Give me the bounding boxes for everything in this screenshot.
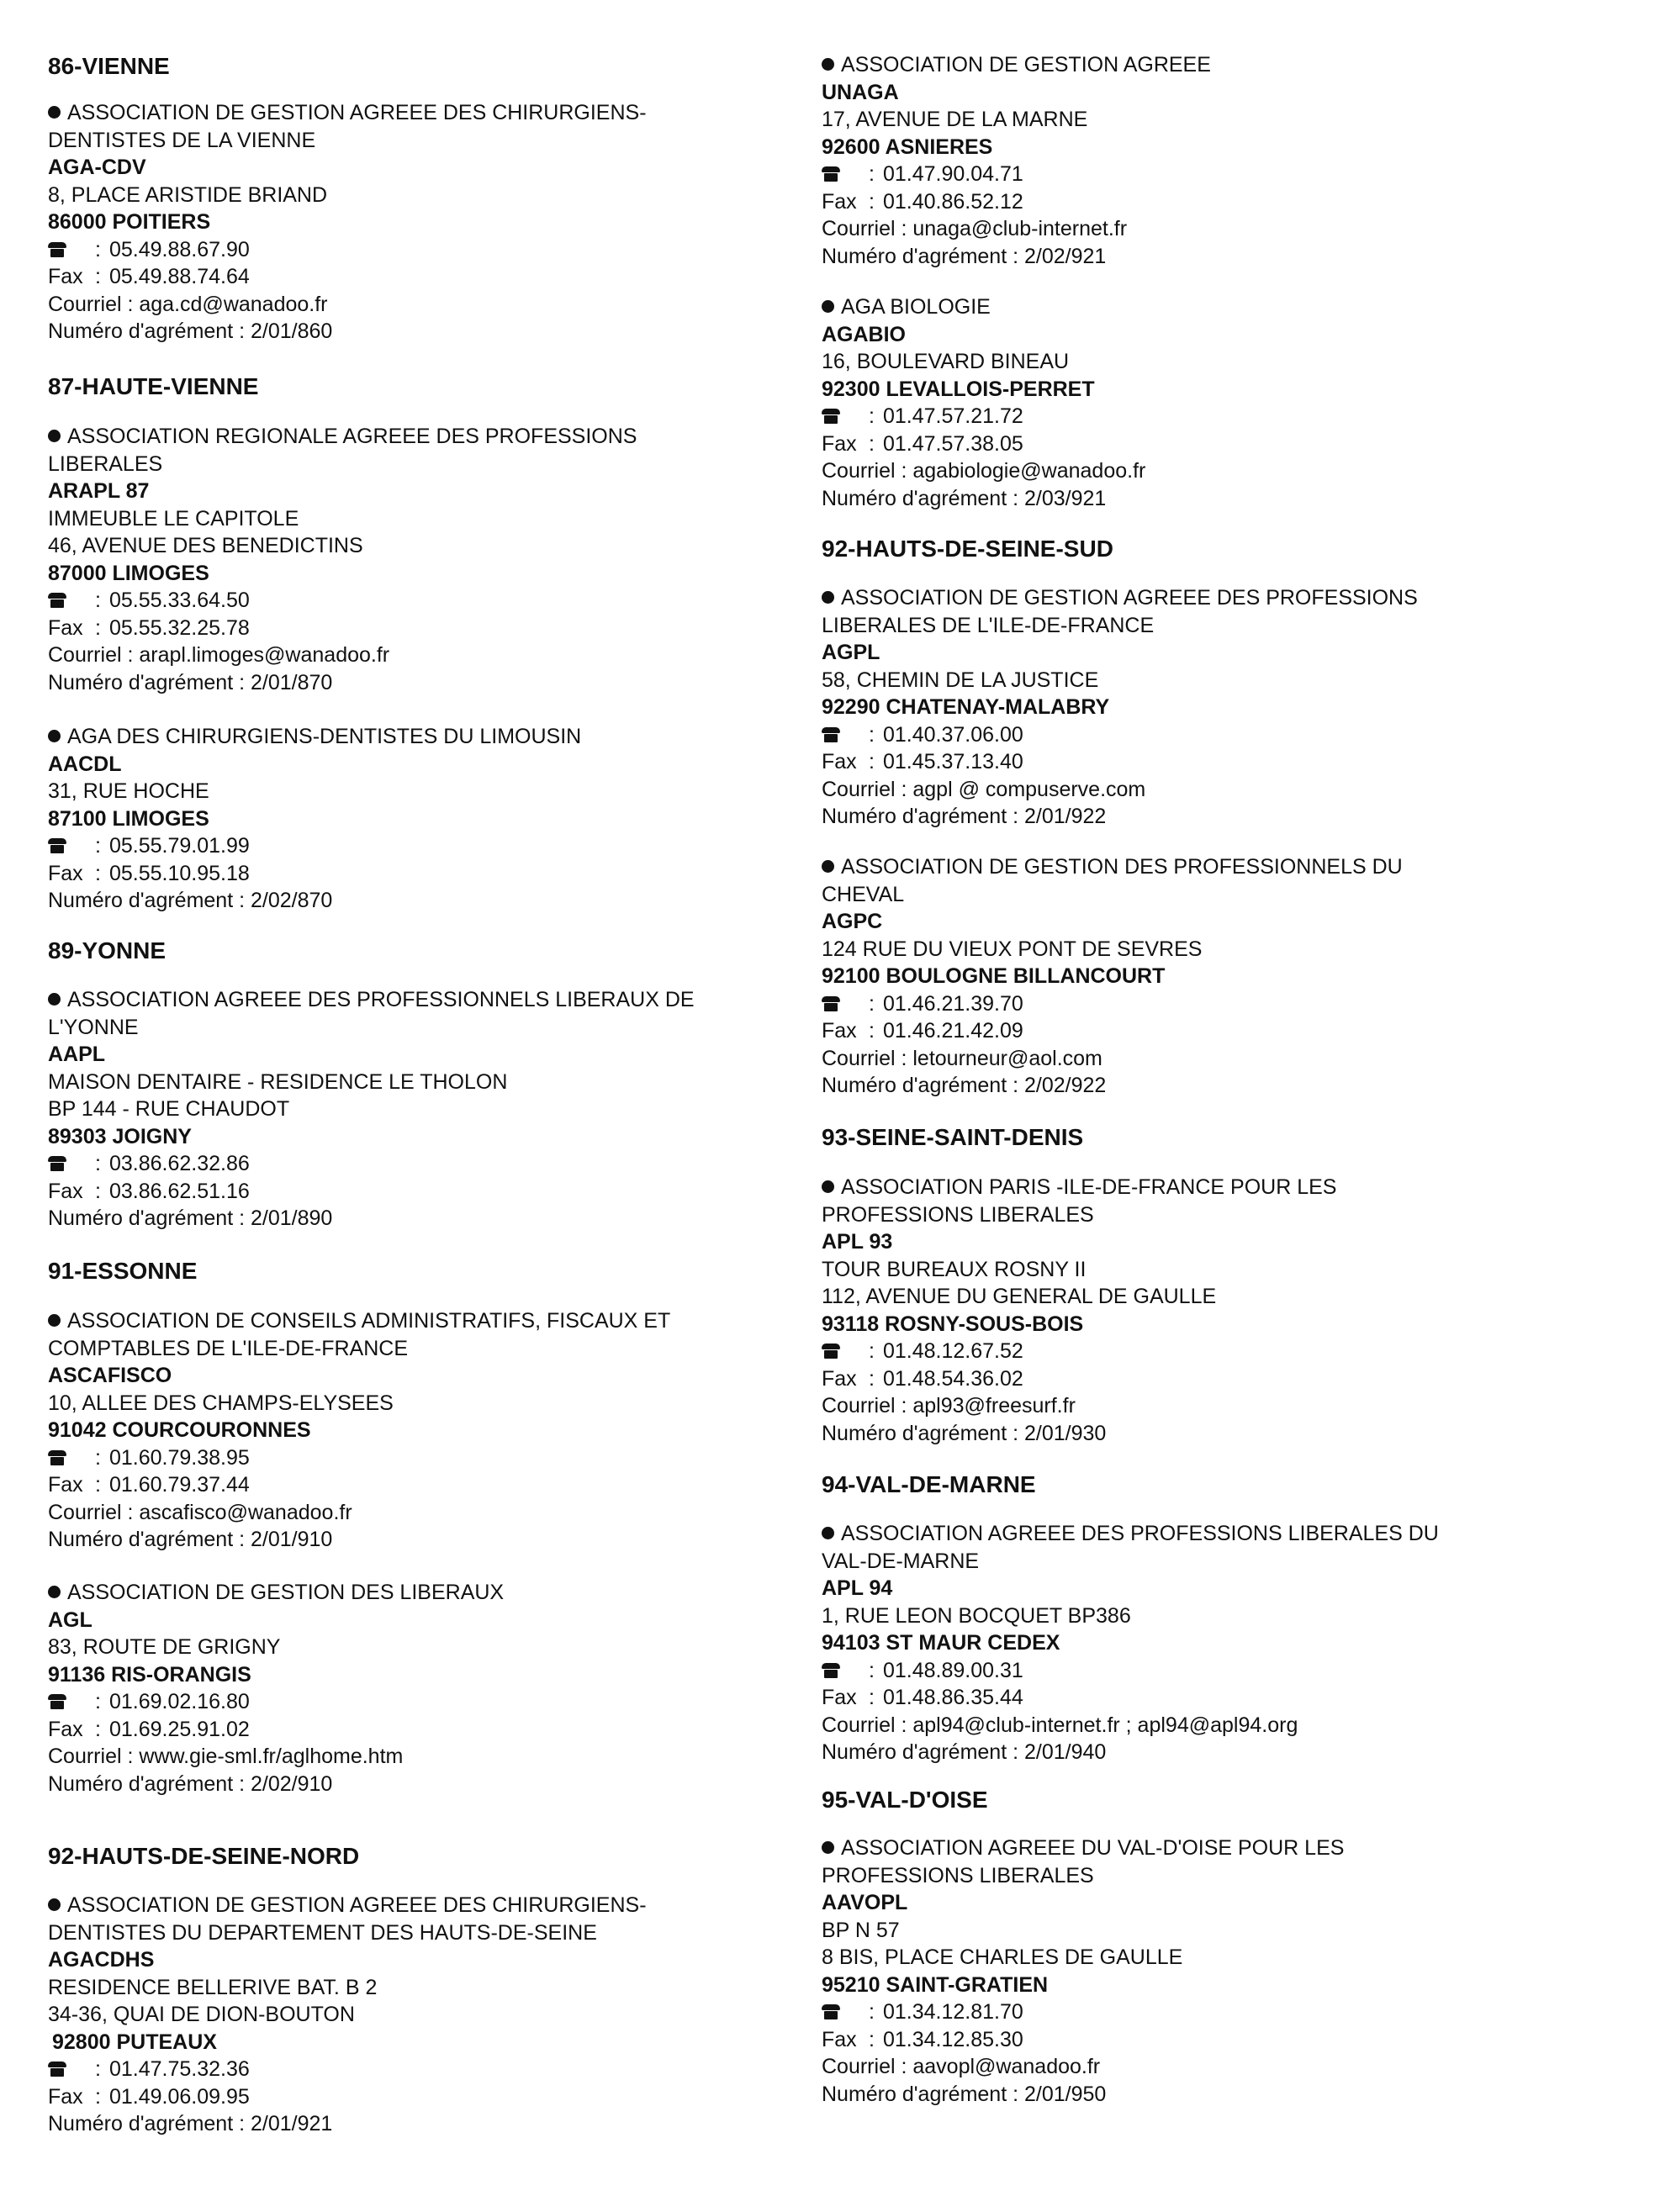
fax-number: 01.48.54.36.02 [882, 1366, 1023, 1391]
phone-number: 01.46.21.39.70 [882, 991, 1023, 1016]
phone-number: 03.86.62.32.86 [108, 1152, 250, 1175]
email-address: aavopl@wanadoo.fr [912, 2055, 1101, 2078]
phone-number: 05.55.79.01.99 [108, 834, 250, 858]
address-line: 1, RUE LEON BOCQUET BP386 [822, 1603, 1131, 1628]
association-name-cont: DENTISTES DE LA VIENNE [48, 128, 316, 152]
phone-number: 01.48.89.00.31 [882, 1658, 1023, 1682]
email-label: Courriel : [48, 1745, 134, 1768]
association-name: ASSOCIATION DE GESTION AGREEE DES CHIRURGIENS- [67, 101, 647, 124]
postal-city: 87000 LIMOGES [48, 561, 209, 585]
agrement-number: 2/01/921 [251, 2112, 333, 2135]
association-entry: ASSOCIATION DE GESTION AGREEE DES CHIRURGIENS- DENTISTES DU DEPARTEMENT DES HAUTS-DE-SEINE AGACDHS RESIDENCE BELLERIVE BAT. B 2 34-36, QUAI DE DION-BOUTON 92800 PUTEAUX : 01.47.75.32.36 Fax : 01.49.06.09.95 Numéro d'agrément : 2/01/921 [48, 1892, 788, 2138]
telephone-icon [822, 2004, 840, 2019]
association-name: ASSOCIATION AGREEE DES PROFESSIONS LIBERALES DU [841, 1522, 1439, 1545]
association-entry: ASSOCIATION DE GESTION AGREEE UNAGA 17, AVENUE DE LA MARNE 92600 ASNIERES : 01.47.90.04.71 Fax : 01.40.86.52.12 Courriel : unaga@club-internet.fr Numéro d'agrément : 2/02/921 [822, 51, 1578, 270]
postal-city: 89303 JOIGNY [48, 1124, 192, 1148]
section-title: 86-VIENNE [48, 53, 170, 79]
phone-number: 01.34.12.81.70 [882, 2000, 1023, 2024]
association-name: ASSOCIATION AGREEE DES PROFESSIONNELS LIBERAUX DE [67, 988, 695, 1011]
phone-number: 05.55.33.64.50 [108, 589, 250, 612]
association-name: AGA BIOLOGIE [841, 295, 991, 319]
association-acronym: AAVOPL [822, 1891, 908, 1914]
email-label: Courriel : [822, 1394, 907, 1417]
association-acronym: AGPC [822, 910, 883, 933]
association-name-cont: PROFESSIONS LIBERALES [822, 1202, 1094, 1227]
association-name: ASSOCIATION DE CONSEILS ADMINISTRATIFS, FISCAUX ET [67, 1309, 671, 1333]
address-line: 17, AVENUE DE LA MARNE [822, 108, 1088, 131]
bullet-icon [48, 106, 61, 119]
section-title: 92-HAUTS-DE-SEINE-SUD [822, 536, 1113, 562]
postal-city: 91136 RIS-ORANGIS [48, 1662, 251, 1687]
agrement-number: 2/01/922 [1024, 805, 1107, 828]
phone-number: 01.69.02.16.80 [108, 1690, 250, 1713]
agrement-label: Numéro d'agrément : [822, 2082, 1019, 2106]
address-line: RESIDENCE BELLERIVE BAT. B 2 [48, 1975, 378, 1999]
association-entry: ASSOCIATION DE GESTION DES PROFESSIONNELS DU CHEVAL AGPC 124 RUE DU VIEUX PONT DE SEVRES 92100 BOULOGNE BILLANCOURT : 01.46.21.39.70 Fax : 01.46.21.42.09 Courriel : letourneur@aol.com Numéro d'agrément : 2/02/922 [822, 853, 1578, 1100]
postal-city: 94103 ST MAUR CEDEX [822, 1631, 1060, 1655]
bullet-icon [822, 1841, 834, 1854]
association-name: AGA DES CHIRURGIENS-DENTISTES DU LIMOUSIN [67, 725, 582, 748]
section-title: 91-ESSONNE [48, 1258, 198, 1284]
fax-number: 01.46.21.42.09 [882, 1019, 1023, 1043]
telephone-icon [822, 409, 840, 424]
phone-number: 01.60.79.38.95 [108, 1445, 250, 1470]
association-entry: ASSOCIATION REGIONALE AGREEE DES PROFESSIONS LIBERALES ARAPL 87 IMMEUBLE LE CAPITOLE 46, AVENUE DES BENEDICTINS 87000 LIMOGES : 05.55.33.64.50 Fax : 05.55.32.25.78 Courriel : arapl.limoges@wanadoo.fr Numéro d'agrément : 2/01/870 [48, 423, 788, 696]
telephone-icon [822, 1663, 840, 1678]
fax-number: 01.60.79.37.44 [108, 1473, 250, 1497]
telephone-icon [822, 1344, 840, 1359]
bullet-icon [48, 1898, 61, 1911]
agrement-label: Numéro d'agrément : [48, 1528, 246, 1551]
association-acronym: AACDL [48, 752, 122, 776]
association-name: ASSOCIATION DE GESTION AGREEE [841, 53, 1211, 77]
postal-city: 86000 POITIERS [48, 210, 211, 234]
fax-label: Fax [48, 1717, 83, 1741]
address-line: TOUR BUREAUX ROSNY II [822, 1257, 1087, 1281]
association-name: ASSOCIATION PARIS -ILE-DE-FRANCE POUR LES [841, 1175, 1337, 1199]
fax-number: 01.45.37.13.40 [882, 750, 1023, 773]
address-line: 34-36, QUAI DE DION-BOUTON [48, 2003, 355, 2026]
association-entry: ASSOCIATION AGREEE DES PROFESSIONNELS LIBERAUX DE L'YONNE AAPL MAISON DENTAIRE - RESIDENCE LE THOLON BP 144 - RUE CHAUDOT 89303 JOIGNY : 03.86.62.32.86 Fax : 03.86.62.51.16 Numéro d'agrément : 2/01/890 [48, 986, 788, 1233]
association-acronym: AGL [48, 1608, 93, 1632]
fax-label: Fax [48, 1473, 83, 1497]
telephone-icon [48, 593, 66, 608]
email-address: agpl @ compuserve.com [912, 777, 1146, 801]
bullet-icon [48, 1314, 61, 1327]
association-acronym: AAPL [48, 1043, 106, 1066]
association-name-cont: LIBERALES DE L'ILE-DE-FRANCE [822, 613, 1155, 637]
fax-label: Fax [822, 2027, 857, 2051]
bullet-icon [822, 591, 834, 604]
email-label: Courriel : [822, 459, 907, 483]
association-name-cont: PROFESSIONS LIBERALES [822, 1863, 1094, 1887]
association-acronym: AGABIO [822, 322, 906, 346]
bullet-icon [822, 1527, 834, 1539]
address-line: MAISON DENTAIRE - RESIDENCE LE THOLON [48, 1069, 508, 1094]
address-line: IMMEUBLE LE CAPITOLE [48, 506, 299, 531]
email-address: apl93@freesurf.fr [912, 1394, 1076, 1417]
email-label: Courriel : [822, 1713, 907, 1737]
phone-number: 05.49.88.67.90 [108, 237, 250, 261]
email-address: unaga@club-internet.fr [912, 217, 1128, 240]
association-entry: ASSOCIATION DE GESTION AGREEE DES PROFESSIONS LIBERALES DE L'ILE-DE-FRANCE AGPL 58, CHEMIN DE LA JUSTICE 92290 CHATENAY-MALABRY : 01.40.37.06.00 Fax : 01.45.37.13.40 Courriel : agpl @ compuserve.com Numéro d'agrément : 2/01/922 [822, 584, 1578, 831]
association-entry: ASSOCIATION AGREEE DU VAL-D'OISE POUR LES PROFESSIONS LIBERALES AAVOPL BP N 57 8 BIS, PLACE CHARLES DE GAULLE 95210 SAINT-GRATIEN : 01.34.12.81.70 Fax : 01.34.12.85.30 Courriel : aavopl@wanadoo.fr Numéro d'agrément : 2/01/950 [822, 1835, 1578, 2108]
postal-city: 92100 BOULOGNE BILLANCOURT [822, 964, 1166, 988]
postal-city: 87100 LIMOGES [48, 806, 209, 831]
agrement-label: Numéro d'agrément : [48, 319, 246, 343]
email-label: Courriel : [48, 643, 134, 667]
email-label: Courriel : [48, 292, 134, 316]
address-line: 10, ALLEE DES CHAMPS-ELYSEES [48, 1391, 394, 1415]
agrement-number: 2/02/910 [251, 1771, 333, 1796]
telephone-icon [48, 242, 66, 257]
email-address: www.gie-sml.fr/aglhome.htm [139, 1745, 404, 1768]
section-title: 89-YONNE [48, 937, 167, 963]
fax-label: Fax [48, 265, 83, 288]
postal-city: 91042 COURCOURONNES [48, 1418, 311, 1442]
agrement-number: 2/01/930 [1024, 1421, 1107, 1445]
agrement-number: 2/01/910 [251, 1528, 333, 1551]
agrement-label: Numéro d'agrément : [48, 889, 246, 912]
agrement-label: Numéro d'agrément : [48, 1206, 246, 1230]
bullet-icon [48, 730, 61, 742]
fax-label: Fax [48, 1179, 83, 1203]
section-title: 87-HAUTE-VIENNE [48, 373, 259, 399]
bullet-icon [48, 1586, 61, 1598]
association-acronym: APL 93 [822, 1230, 893, 1254]
association-name-cont: DENTISTES DU DEPARTEMENT DES HAUTS-DE-SEINE [48, 1920, 597, 1945]
fax-label: Fax [822, 431, 857, 456]
agrement-label: Numéro d'agrément : [48, 670, 246, 694]
address-line: 124 RUE DU VIEUX PONT DE SEVRES [822, 937, 1203, 961]
fax-label: Fax [822, 189, 857, 214]
fax-label: Fax [822, 1019, 857, 1043]
agrement-number: 2/01/950 [1024, 2082, 1107, 2106]
association-entry: ASSOCIATION AGREEE DES PROFESSIONS LIBERALES DU VAL-DE-MARNE APL 94 1, RUE LEON BOCQUET BP386 94103 ST MAUR CEDEX : 01.48.89.00.31 Fax : 01.48.86.35.44 Courriel : apl94@club-internet.fr ; apl94@apl94.org Numéro d'agrément : 2/01/940 [822, 1520, 1578, 1766]
association-name: ASSOCIATION DE GESTION AGREEE DES CHIRURGIENS- [67, 1893, 647, 1917]
association-acronym: AGA-CDV [48, 156, 146, 179]
association-name-cont: CHEVAL [822, 882, 905, 906]
phone-number: 01.40.37.06.00 [882, 722, 1023, 747]
fax-number: 01.48.86.35.44 [882, 1686, 1023, 1709]
address-line: 83, ROUTE DE GRIGNY [48, 1635, 281, 1659]
postal-city: 92800 PUTEAUX [52, 2030, 217, 2054]
telephone-icon [48, 1450, 66, 1465]
association-entry: ASSOCIATION DE CONSEILS ADMINISTRATIFS, FISCAUX ET COMPTABLES DE L'ILE-DE-FRANCE ASCAFISCO 10, ALLEE DES CHAMPS-ELYSEES 91042 COURCOURONNES : 01.60.79.38.95 Fax : 01.60.79.37.44 Courriel : ascafisco@wanadoo.fr Numéro d'agrément : 2/01/910 [48, 1307, 788, 1554]
postal-city: 92600 ASNIERES [822, 135, 993, 159]
address-line: 58, CHEMIN DE LA JUSTICE [822, 668, 1099, 692]
section-title: 92-HAUTS-DE-SEINE-NORD [48, 1843, 360, 1869]
bullet-icon [48, 993, 61, 1006]
fax-number: 03.86.62.51.16 [108, 1179, 250, 1203]
telephone-icon [822, 166, 840, 182]
email-address: agabiologie@wanadoo.fr [912, 459, 1146, 483]
telephone-icon [48, 2062, 66, 2077]
association-acronym: ARAPL 87 [48, 479, 150, 503]
phone-number: 01.47.75.32.36 [108, 2057, 250, 2081]
association-entry: AGA BIOLOGIE AGABIO 16, BOULEVARD BINEAU 92300 LEVALLOIS-PERRET : 01.47.57.21.72 Fax : 01.47.57.38.05 Courriel : agabiologie@wanadoo.fr Numéro d'agrément : 2/03/921 [822, 293, 1578, 512]
agrement-label: Numéro d'agrément : [822, 1421, 1019, 1445]
fax-label: Fax [822, 1686, 857, 1709]
fax-label: Fax [822, 750, 857, 773]
agrement-label: Numéro d'agrément : [48, 2112, 246, 2135]
email-label: Courriel : [822, 777, 907, 801]
fax-label: Fax [822, 1366, 857, 1391]
fax-number: 01.47.57.38.05 [882, 431, 1023, 456]
fax-label: Fax [48, 861, 83, 885]
postal-city: 92290 CHATENAY-MALABRY [822, 695, 1110, 719]
fax-number: 05.55.32.25.78 [108, 615, 250, 640]
address-line: BP N 57 [822, 1918, 900, 1942]
telephone-icon [822, 996, 840, 1011]
association-acronym: APL 94 [822, 1576, 893, 1600]
email-address: apl94@club-internet.fr ; apl94@apl94.org [912, 1713, 1298, 1737]
address-line: 31, RUE HOCHE [48, 779, 209, 803]
fax-number: 01.40.86.52.12 [882, 189, 1023, 214]
association-entry: ASSOCIATION DE GESTION DES LIBERAUX AGL 83, ROUTE DE GRIGNY 91136 RIS-ORANGIS : 01.69.02.16.80 Fax : 01.69.25.91.02 Courriel : www.gie-sml.fr/aglhome.htm Numéro d'agrément : 2/02/910 [48, 1579, 788, 1798]
agrement-number: 2/02/922 [1024, 1074, 1107, 1097]
association-acronym: UNAGA [822, 80, 899, 104]
association-name: ASSOCIATION DE GESTION AGREEE DES PROFESSIONS [841, 586, 1418, 610]
fax-number: 01.69.25.91.02 [108, 1717, 250, 1741]
association-name: ASSOCIATION DE GESTION DES LIBERAUX [67, 1581, 505, 1604]
agrement-number: 2/02/870 [251, 889, 333, 912]
association-acronym: ASCAFISCO [48, 1364, 172, 1387]
email-label: Courriel : [822, 1046, 907, 1070]
bullet-icon [48, 430, 61, 442]
telephone-icon [48, 1156, 66, 1171]
association-entry: AGA DES CHIRURGIENS-DENTISTES DU LIMOUSIN AACDL 31, RUE HOCHE 87100 LIMOGES : 05.55.79.01.99 Fax : 05.55.10.95.18 Numéro d'agrément : 2/02/870 [48, 723, 788, 915]
address-line: 46, AVENUE DES BENEDICTINS [48, 534, 363, 557]
section-title: 95-VAL-D'OISE [822, 1787, 988, 1813]
association-name-cont: L'YONNE [48, 1015, 139, 1039]
association-name-cont: COMPTABLES DE L'ILE-DE-FRANCE [48, 1336, 409, 1360]
fax-number: 05.49.88.74.64 [108, 265, 250, 288]
agrement-label: Numéro d'agrément : [822, 1740, 1019, 1764]
postal-city: 92300 LEVALLOIS-PERRET [822, 377, 1095, 401]
bullet-icon [822, 58, 834, 71]
address-line: BP 144 - RUE CHAUDOT [48, 1097, 290, 1121]
email-label: Courriel : [822, 217, 907, 240]
telephone-icon [822, 727, 840, 742]
fax-number: 01.34.12.85.30 [882, 2027, 1023, 2051]
email-address: ascafisco@wanadoo.fr [139, 1500, 352, 1524]
bullet-icon [822, 860, 834, 873]
address-line: 8, PLACE ARISTIDE BRIAND [48, 182, 328, 207]
agrement-number: 2/01/870 [251, 670, 333, 694]
email-address: letourneur@aol.com [912, 1046, 1102, 1070]
association-name: ASSOCIATION DE GESTION DES PROFESSIONNELS DU [841, 855, 1403, 879]
bullet-icon [822, 300, 834, 313]
agrement-label: Numéro d'agrément : [48, 1771, 246, 1796]
telephone-icon [48, 1694, 66, 1709]
association-name-cont: VAL-DE-MARNE [822, 1549, 980, 1573]
association-acronym: AGACDHS [48, 1948, 155, 1972]
email-address: arapl.limoges@wanadoo.fr [139, 643, 390, 667]
telephone-icon [48, 838, 66, 853]
agrement-label: Numéro d'agrément : [822, 1074, 1019, 1097]
association-name: ASSOCIATION REGIONALE AGREEE DES PROFESSIONS [67, 425, 637, 448]
association-acronym: AGPL [822, 641, 880, 664]
agrement-label: Numéro d'agrément : [822, 805, 1019, 828]
agrement-number: 2/03/921 [1024, 486, 1107, 510]
association-name-cont: LIBERALES [48, 451, 163, 476]
email-label: Courriel : [822, 2055, 907, 2078]
email-label: Courriel : [48, 1500, 134, 1524]
agrement-label: Numéro d'agrément : [822, 486, 1019, 510]
association-name: ASSOCIATION AGREEE DU VAL-D'OISE POUR LES [841, 1836, 1345, 1860]
fax-label: Fax [48, 615, 83, 640]
agrement-number: 2/01/940 [1024, 1740, 1107, 1764]
agrement-number: 2/02/921 [1024, 244, 1107, 268]
section-title: 93-SEINE-SAINT-DENIS [822, 1124, 1084, 1150]
association-entry: ASSOCIATION DE GESTION AGREEE DES CHIRURGIENS- DENTISTES DE LA VIENNE AGA-CDV 8, PLACE ARISTIDE BRIAND 86000 POITIERS : 05.49.88.67.90 Fax : 05.49.88.74.64 Courriel : aga.cd@wanadoo.fr Numéro d'agrément : 2/01/860 [48, 99, 788, 346]
association-entry: ASSOCIATION PARIS -ILE-DE-FRANCE POUR LES PROFESSIONS LIBERALES APL 93 TOUR BUREAUX ROSNY II 112, AVENUE DU GENERAL DE GAULLE 93118 ROSNY-SOUS-BOIS : 01.48.12.67.52 Fax : 01.48.54.36.02 Courriel : apl93@freesurf.fr Numéro d'agrément : 2/01/930 [822, 1174, 1578, 1447]
phone-number: 01.48.12.67.52 [882, 1339, 1023, 1363]
address-line: 8 BIS, PLACE CHARLES DE GAULLE [822, 1945, 1183, 1969]
fax-label: Fax [48, 2084, 83, 2109]
phone-number: 01.47.57.21.72 [882, 404, 1023, 428]
bullet-icon [822, 1180, 834, 1193]
agrement-number: 2/01/890 [251, 1206, 333, 1230]
email-address: aga.cd@wanadoo.fr [139, 292, 328, 316]
fax-number: 01.49.06.09.95 [108, 2084, 250, 2109]
fax-number: 05.55.10.95.18 [108, 861, 250, 885]
agrement-number: 2/01/860 [251, 319, 333, 343]
address-line: 112, AVENUE DU GENERAL DE GAULLE [822, 1285, 1217, 1308]
address-line: 16, BOULEVARD BINEAU [822, 350, 1070, 373]
phone-number: 01.47.90.04.71 [882, 162, 1023, 186]
section-title: 94-VAL-DE-MARNE [822, 1471, 1036, 1497]
postal-city: 93118 ROSNY-SOUS-BOIS [822, 1312, 1084, 1336]
agrement-label: Numéro d'agrément : [822, 244, 1019, 268]
postal-city: 95210 SAINT-GRATIEN [822, 1972, 1049, 1997]
